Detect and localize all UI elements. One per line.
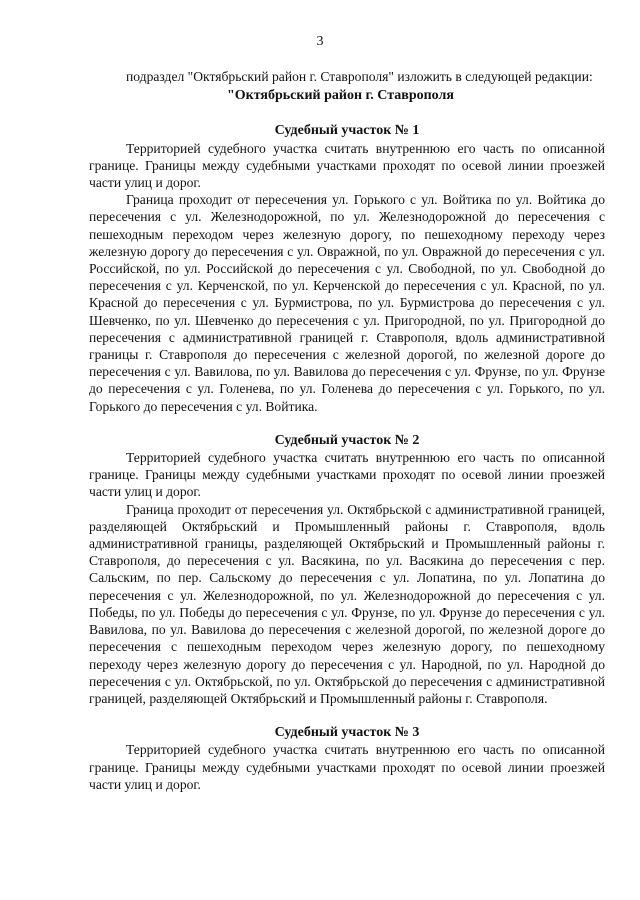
territory-paragraph: Территорией судебного участка считать внутреннюю его часть по описанной границе. Границы между судебными участками проходят по осевой линии проезжей части улиц и дорог.	[89, 450, 605, 500]
section-heading: Судебный участок № 1	[274, 123, 420, 139]
territory-paragraph: Территорией судебного участка считать внутреннюю его часть по описанной границе. Границы между судебными участками проходят по осевой линии проезжей части улиц и дорог.	[89, 140, 605, 191]
section-plot-1	[89, 122, 605, 414]
section-plot-3	[89, 724, 605, 793]
page-number: 3	[316, 34, 324, 49]
district-title: "Октябрьский район г. Ставрополя	[227, 88, 454, 104]
section-plot-2	[89, 432, 605, 707]
territory-paragraph: Территорией судебного участка считать внутреннюю его часть по описанной границе. Границы между судебными участками проходят по осевой линии проезжей части улиц и дорог.	[89, 742, 605, 792]
intro-paragraph: подраздел "Октябрьский район г. Ставрополя" изложить в следующей редакции:	[126, 69, 593, 84]
boundary-paragraph: Граница проходит от пересечения ул. Октябрьской с административной границей, разделяющей Октябрьский и Промышленный районы г. Ставрополя, вдоль административной границы, разделяющей Октябрьский и Промышленный районы г. Ставрополя, до пересечения с ул. Васякина, по ул. Васякина до пересечения с пер. Сальским, по пер. Сальскому до пересечения с ул. Лопатина, по ул. Лопатина до пересечения с ул. Железнодорожной, по ул. Железнодорожной до пересечения с ул. Победы, по ул. Победы до пересечения с ул. Фрунзе, по ул. Фрунзе до пересечения с ул. Вавилова, по ул. Вавилова до пересечения с железной дорогой, по железной дороге до пересечения с пешеходным переходом через железную дорогу, по пешеходному переходу через железную дорогу до пересечения с ул. Народной, по ул. Народной до пересечения с ул. Октябрьской, по ул. Октябрьской до пересечения с административной границей, разделяющей Октябрьский и Промышленный районы г. Ставрополя.	[89, 501, 605, 706]
section-heading: Судебный участок № 2	[274, 432, 420, 448]
document-body	[89, 68, 605, 793]
boundary-paragraph: Граница проходит от пересечения ул. Горького с ул. Войтика по ул. Войтика до пересечения с ул. Железнодорожной, по ул. Железнодорожной до пересечения с пешеходным переходом через железную дорогу, по пешеходному переходу через железную дорогу до пересечения с ул. Овражной, по ул. Овражной до пересечения с ул. Российской, по ул. Российской до пересечения с ул. Свободной, по ул. Свободной до пересечения с ул. Керченской, по ул. Керченской до пересечения с ул. Красной, по ул. Красной до пересечения с ул. Бурмистрова, по ул. Бурмистрова до пересечения с ул. Шевченко, по ул. Шевченко до пересечения с ул. Пригородной, по ул. Пригородной до пересечения с административной границей г. Ставрополя, вдоль административной границы г. Ставрополя до пересечения с железной дорогой, по железной дороге до пересечения с ул. Вавилова, по ул. Вавилова до пересечения с ул. Фрунзе, по ул. Фрунзе до пересечения с ул. Голенева, по ул. Голенева до пересечения с ул. Горького, по ул. Горького до пересечения с ул. Войтика.	[89, 192, 605, 414]
section-heading: Судебный участок № 3	[274, 725, 420, 741]
